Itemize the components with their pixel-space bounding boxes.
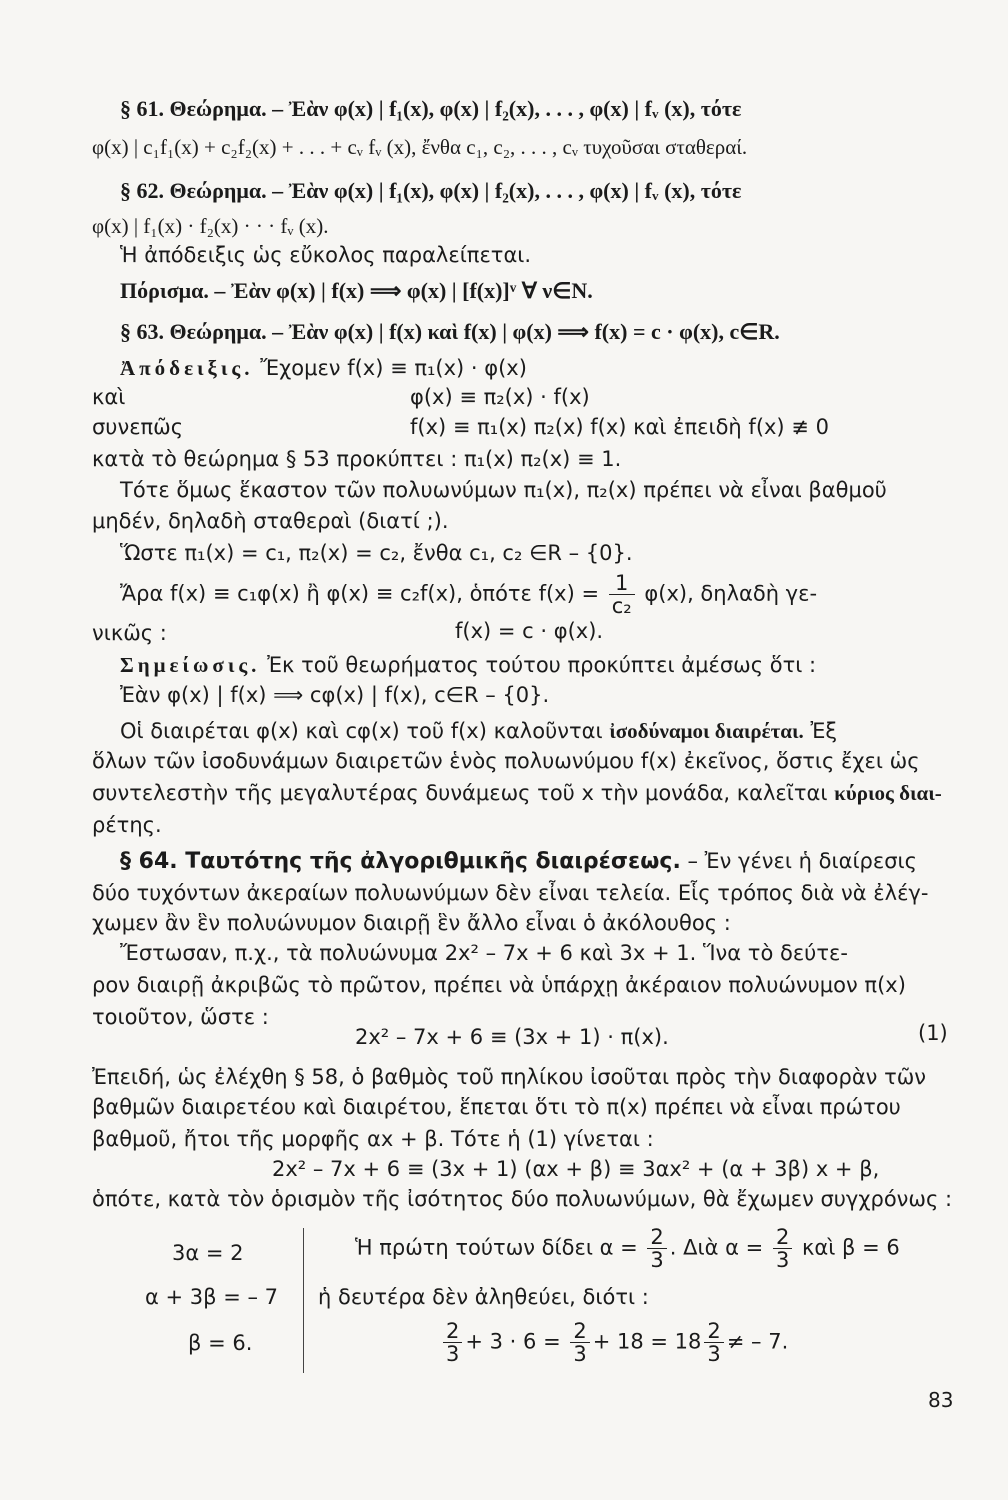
section-64-heading: § 64. Ταυτότης τῆς ἀλγοριθμικῆς διαιρέσεως.	[120, 849, 681, 874]
system-comment2: ἡ δευτέρα δὲν ἀληθεύει, διότι :	[318, 1285, 649, 1309]
corollary-line: Πόρισμα. – Ἐὰν φ(x) | f(x) ⟹ φ(x) | [f(x)]ᵛ ∀ ν∈N.	[120, 278, 593, 303]
proof-line1	[120, 355, 527, 382]
theorem-62-heading: § 62. Θεώρημα. – Ἐὰν φ(x) | f₁(x), φ(x) | f₂(x), . . . , φ(x) | fᵥ (x), τότε	[120, 178, 742, 203]
comment1-text-end: καὶ β = 6	[802, 1235, 900, 1260]
fraction-denominator: 3	[707, 1342, 721, 1366]
fraction-two-thirds-b	[773, 1226, 792, 1271]
comment1-text-mid: . Διὰ α =	[669, 1235, 764, 1260]
theorem-63-heading: § 63. Θεώρημα. – Ἐὰν φ(x) | f(x) καὶ f(x) | φ(x) ⟹ f(x) = c · φ(x), c∈R.	[120, 319, 780, 344]
verification-text: + 3 · 6 =	[465, 1329, 561, 1354]
divisors-line4: ρέτης.	[92, 813, 162, 837]
theorem-61-heading: § 61. Θεώρημα. – Ἐὰν φ(x) | f₁(x), φ(x) | f₂(x), . . . , φ(x) | fᵥ (x), τότε	[120, 96, 742, 121]
divisors-line3	[92, 780, 942, 807]
proof-omitted-text: Ἡ ἀπόδειξις ὡς εὔκολος παραλείπεται.	[120, 243, 532, 267]
synepos-label: συνεπῶς	[92, 415, 184, 439]
proof-eq3: f(x) ≡ π₁(x) π₂(x) f(x) καὶ ἐπειδὴ f(x) ≢ 0	[410, 415, 829, 439]
note-label: Σημείωσις.	[120, 653, 261, 677]
verification-text-end: ≠ – 7.	[726, 1329, 789, 1354]
note-text: Ἐκ τοῦ θεωρήματος τούτου προκύπτει ἀμέσως ὅτι :	[267, 653, 817, 677]
fraction-two-thirds-a	[647, 1226, 666, 1271]
note-line1	[120, 652, 816, 679]
proof-eq1: Ἔχομεν f(x) ≡ π₁(x) · φ(x)	[260, 356, 527, 380]
equation-1-number: (1)	[918, 1021, 948, 1045]
fraction-denominator: 3	[775, 1248, 790, 1272]
section-64-line3: χωμεν ἂν ἓν πολυώνυμον διαιρῇ ἓν ἄλλο εἶναι ὁ ἀκόλουθος :	[92, 911, 731, 935]
section-64-line6: τοιοῦτον, ὥστε :	[92, 1005, 269, 1029]
proof-eq2: φ(x) ≡ π₂(x) · f(x)	[410, 385, 590, 409]
divisors-line2: ὅλων τῶν ἰσοδυνάμων διαιρετῶν ἑνὸς πολυωνύμου f(x) ἐκεῖνος, ὅστις ἔχει ὡς	[92, 749, 920, 773]
fraction-numerator: 1	[609, 572, 635, 595]
fraction-two-thirds-e	[704, 1320, 723, 1365]
ara-text-end: φ(x), δηλαδὴ γε-	[644, 581, 818, 606]
fraction-numerator: 2	[647, 1226, 666, 1249]
system-verification	[440, 1320, 788, 1365]
divisors-text: Οἱ διαιρέται φ(x) καὶ cφ(x) τοῦ f(x) καλοῦνται	[120, 719, 610, 743]
theorem-62-line1	[120, 177, 741, 205]
system-eq2: α + 3β = – 7	[145, 1285, 279, 1309]
fraction-denominator: 3	[446, 1342, 460, 1366]
ara-text: Ἄρα f(x) ≡ c₁φ(x) ἢ φ(x) ≡ c₂f(x), ὁπότε f(x) =	[120, 581, 600, 606]
divisors-line3-text: συντελεστὴν τῆς μεγαλυτέρας δυνάμεως τοῦ x τὴν μονάδα, καλεῖται	[92, 781, 835, 805]
fraction-numerator: 2	[443, 1320, 462, 1343]
divisors-line1	[120, 718, 837, 745]
system-eq1: 3α = 2	[172, 1241, 244, 1265]
fraction-one-over-c2	[609, 572, 635, 617]
fraction-denominator: 3	[573, 1342, 587, 1366]
section-64-text: – Ἐν γένει ἡ διαίρεσις	[680, 849, 917, 873]
principal-divisor-term: κύριος διαι-	[834, 781, 942, 805]
fraction-two-thirds-d	[570, 1320, 589, 1365]
theorem-61-line1	[120, 95, 741, 123]
section-64-line5: ρον διαιρῇ ἀκριβῶς τὸ πρῶτον, πρέπει νὰ ὑπάρχῃ ἀκέραιον πολυώνυμον π(x)	[92, 973, 906, 997]
theorem-62-line2: φ(x) | f₁(x) · f₂(x) · · · fᵥ (x).	[92, 214, 329, 238]
kai-label: καὶ	[92, 385, 126, 409]
equation-1: 2x² – 7x + 6 ≡ (3x + 1) · π(x).	[355, 1025, 669, 1049]
proof-line-ara	[120, 572, 817, 617]
note-line2: Ἐὰν φ(x) | f(x) ⟹ cφ(x) | f(x), c∈R – {0}.	[120, 683, 550, 707]
proof-label: Ἀπόδειξις.	[120, 356, 254, 380]
fraction-denominator: c₂	[611, 594, 632, 618]
fraction-numerator: 2	[704, 1320, 723, 1343]
result-equation: f(x) = c · φ(x).	[455, 619, 604, 643]
section-64-line1	[120, 848, 917, 875]
section-64-line9: βαθμοῦ, ἤτοι τῆς μορφῆς αx + β. Τότε ἡ (1) γίνεται :	[92, 1127, 654, 1151]
proof-line-theorem53: κατὰ τὸ θεώρημα § 53 προκύπτει : π₁(x) π₂(x) ≡ 1.	[92, 447, 622, 471]
section-64-line7: Ἐπειδή, ὡς ἐλέχθη § 58, ὁ βαθμὸς τοῦ πηλίκου ἰσοῦται πρὸς τὴν διαφορὰν τῶν	[92, 1065, 927, 1089]
section-64-line2: δύο τυχόντων ἀκεραίων πολυωνύμων δὲν εἶναι τελεία. Εἷς τρόπος διὰ νὰ ἐλέγ-	[92, 881, 929, 905]
nikos-label: νικῶς :	[92, 621, 167, 645]
fraction-numerator: 2	[570, 1320, 589, 1343]
proof-line-hoste: Ὥστε π₁(x) = c₁, π₂(x) = c₂, ἔνθα c₁, c₂ ∈R – {0}.	[120, 541, 633, 565]
proof-line-degree: Τότε ὅμως ἕκαστον τῶν πολυωνύμων π₁(x), π₂(x) πρέπει νὰ εἶναι βαθμοῦ	[120, 478, 887, 502]
theorem-61-line2: φ(x) | c₁f₁(x) + c₂f₂(x) + . . . + cᵥ fᵥ (x), ἔνθα c₁, c₂, . . . , cᵥ τυχοῦσαι σταθεραί.	[92, 135, 748, 159]
identity-equation: 2x² – 7x + 6 ≡ (3x + 1) (αx + β) ≡ 3αx² + (α + 3β) x + β,	[272, 1157, 880, 1181]
equivalent-divisors-term: ἰσοδύναμοι διαιρέται.	[609, 719, 804, 743]
section-64-line4: Ἔστωσαν, π.χ., τὰ πολυώνυμα 2x² – 7x + 6 καὶ 3x + 1. Ἵνα τὸ δεύτε-	[120, 941, 848, 965]
system-eq3: β = 6.	[188, 1331, 253, 1355]
section-64-line8: βαθμῶν διαιρετέου καὶ διαιρέτου, ἕπεται ὅτι τὸ π(x) πρέπει νὰ εἶναι πρώτου	[92, 1095, 901, 1119]
fraction-numerator: 2	[773, 1226, 792, 1249]
page-number: 83	[928, 1388, 954, 1412]
system-comment1	[355, 1226, 900, 1271]
divisors-text-end: Ἐξ	[803, 719, 838, 743]
system-divider	[303, 1228, 304, 1373]
fraction-denominator: 3	[650, 1248, 664, 1272]
section-64-line10: ὁπότε, κατὰ τὸν ὁρισμὸν τῆς ἰσότητος δύο πολυωνύμων, θὰ ἔχωμεν συγχρόνως :	[92, 1187, 953, 1211]
comment1-text: Ἡ πρώτη τούτων δίδει α =	[355, 1235, 638, 1260]
verification-text-mid: + 18 = 18	[592, 1329, 702, 1354]
fraction-two-thirds-c	[443, 1320, 462, 1365]
proof-line-constants: μηδέν, δηλαδὴ σταθεραὶ (διατί ;).	[92, 509, 449, 533]
